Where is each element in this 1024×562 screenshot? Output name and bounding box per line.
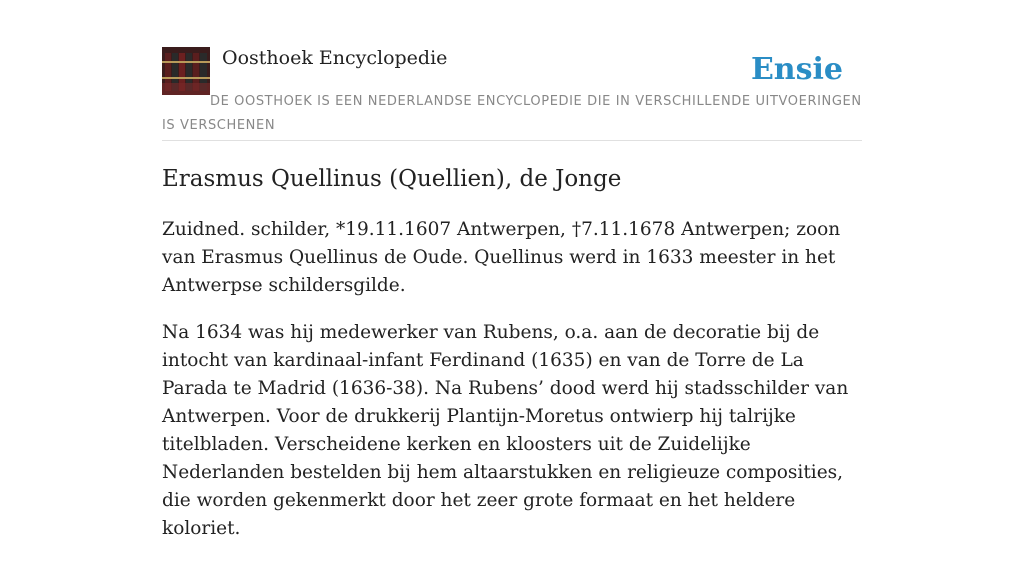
books-icon: [162, 47, 210, 95]
brand-logo[interactable]: Ensie: [750, 52, 843, 87]
article-paragraph: Na 1634 was hij medewerker van Rubens, o.a. aan de decoratie bij de intocht van kardinaal-infant Ferdinand (1635) en van de Torre de La Parada te Madrid (1636-38). Na Rubens’ dood werd hij stadsschilder van Antwerpen. Voor de drukkerij Plantijn-Moretus ontwierp hij talrijke titelbladen. Verscheidene kerken en kloosters uit de Zuidelijke Nederlanden bestelden bij hem altaarstukken en religieuze composities, die worden gekenmerkt door het zeer grote formaat en het heldere koloriet.: [162, 322, 849, 539]
avatar[interactable]: [162, 47, 210, 95]
article-body: [162, 216, 862, 562]
article-title: Erasmus Quellinus (Quellien), de Jonge: [162, 166, 622, 192]
header: [162, 46, 862, 141]
article-paragraph: Zuidned. schilder, *19.11.1607 Antwerpen, †7.11.1678 Antwerpen; zoon van Erasmus Quellinus de Oude. Quellinus werd in 1633 meester in het Antwerpse schildersgilde.: [162, 219, 841, 296]
source-tagline: DE OOSTHOEK IS EEN NEDERLANDSE ENCYCLOPEDIE DIE IN VERSCHILLENDE UITVOERINGEN IS VERSCHENEN: [162, 94, 862, 133]
source-name[interactable]: Oosthoek Encyclopedie: [222, 47, 448, 69]
